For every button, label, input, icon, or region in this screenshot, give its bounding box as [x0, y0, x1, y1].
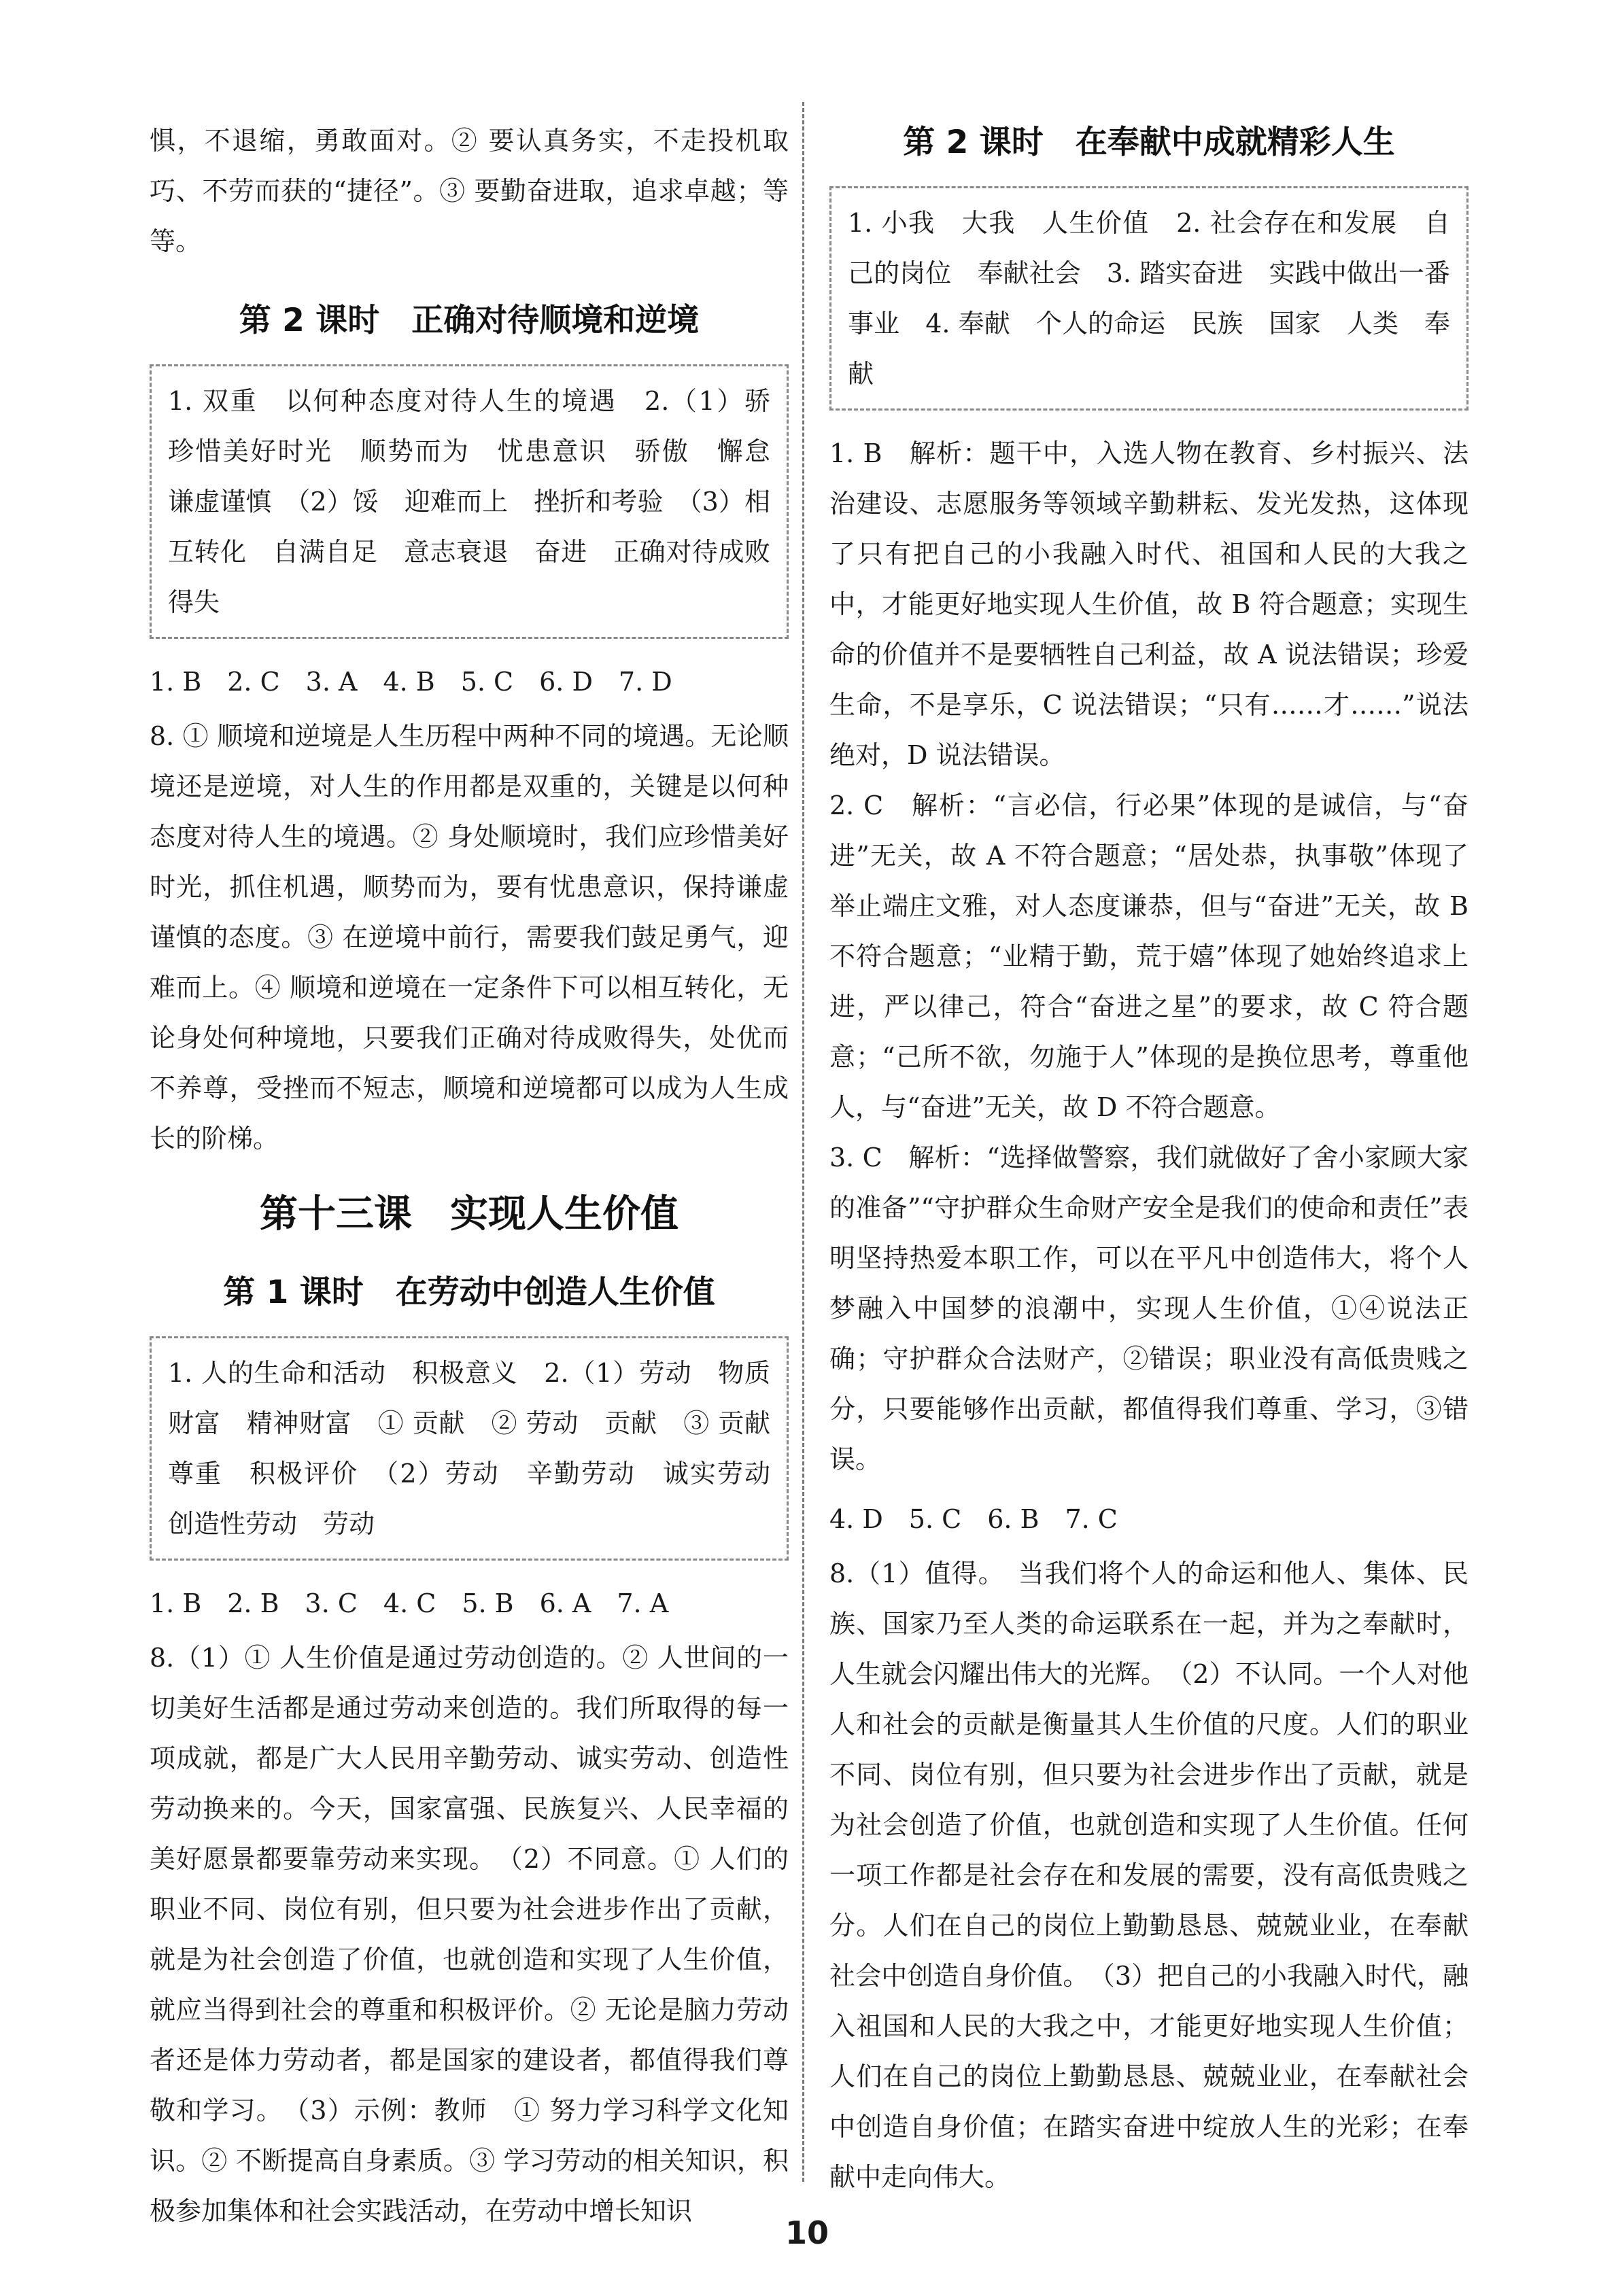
answer-box-dedication: [829, 186, 1469, 411]
section-title-adversity: 第 2 课时 正确对待顺境和逆境: [239, 302, 700, 339]
continuation-text: 惧，不退缩，勇敢面对。② 要认真务实，不走投机取巧、不劳而获的“捷径”。③ 要勤奋进取，追求卓越；等等。: [150, 126, 789, 256]
q8-answer-labor: 8.（1）① 人生价值是通过劳动创造的。② 人世间的一切美好生活都是通过劳动来创造的。我们所取得的每一项成就，都是广大人民用辛勤劳动、诚实劳动、创造性劳动换来的。今天，国家富强、民族复兴、人民幸福的美好愿景都要靠劳动来实现。 （2）不同意。① 人们的职业不同、岗位有别，但只要为社会进步作出了贡献，就是为社会创造了价值，也就创造和实现了人生价值，就应当得到社会的尊重和积极评价。② 无论是脑力劳动者还是体力劳动者，都是国家的建设者，都值得我们尊敬和学习。 （3）示例：教师 ① 努力学习科学文化知识。② 不断提高自身素质。③ 学习劳动的相关知识，积极参加集体和社会实践活动，在劳动中增长知识: [150, 1643, 789, 2226]
answer-3-explanation: 3. C 解析：“选择做警察，我们就做好了舍小家顾大家的准备”“守护群众生命财产安全是我们的使命和责任”表明坚持热爱本职工作，可以在平凡中创造伟大，将个人梦融入中国梦的浪潮中，实现人生价值，①④说法正确；守护群众合法财产，②错误；职业没有高低贵贱之分，只要能够作出贡献，都值得我们尊重、学习，③错误。: [829, 1143, 1469, 1474]
answer-2-explanation: 2. C 解析：“言必信，行必果”体现的是诚信，与“奋进”无关，故 A 不符合题意；“居处恭，执事敬”体现了举止端庄文雅，对人态度谦恭，但与“奋进”无关，故 B 不符合题意；“业精于勤，荒于嬉”体现了她始终追求上进，严以律己，符合“奋进之星”的要求，故 C 符合题意；“己所不欲，勿施于人”体现的是换位思考，尊重他人，与“奋进”无关，故 D 不符合题意。: [829, 790, 1469, 1122]
answer-box-adversity: [150, 364, 797, 639]
page-number: 10: [785, 2214, 829, 2251]
answer-1-explanation: 1. B 解析：题干中，入选人物在教育、乡村振兴、法治建设、志愿服务等领域辛勤耕耘、发光发热，这体现了只有把自己的小我融入时代、祖国和人民的大我之中，才能更好地实现人生价值，故 B 符合题意；实现生命的价值并不是要牺牲自己利益，故 A 说法错误；珍爱生命，不是享乐，C 说法错误；“只有……才……”说法绝对，D 说法错误。: [829, 438, 1469, 770]
q8-answer-adversity: 8. ① 顺境和逆境是人生历程中两种不同的境遇。无论顺境还是逆境，对人生的作用都是双重的，关键是以何种态度对待人生的境遇。② 身处顺境时，我们应珍惜美好时光，抓住机遇，顺势而为，要有忧患意识，保持谦虚谨慎的态度。③ 在逆境中前行，需要我们鼓足勇气，迎难而上。④ 顺境和逆境在一定条件下可以相互转化，无论身处何种境地，只要我们正确对待成败得失，处优而不养尊，受挫而不短志，顺境和逆境都可以成为人生成长的阶梯。: [150, 721, 789, 1153]
section-title-dedication: 第 2 课时 在奉献中成就精彩人生: [903, 124, 1395, 161]
mcq-answers-adversity: 1. B 2. C 3. A 4. B 5. C 6. D 7. D: [150, 667, 672, 697]
section-title-labor: 第 1 课时 在劳动中创造人生价值: [223, 1274, 715, 1311]
mcq-answers-dedication: 4. D 5. C 6. B 7. C: [829, 1504, 1118, 1534]
answer-box-text: 1. 人的生命和活动 积极意义 2.（1）劳动 物质财富 精神财富 ① 贡献 ② 劳动 贡献 ③ 贡献 尊重 积极评价 （2）劳动 辛勤劳动 诚实劳动 创造性劳动 劳动: [168, 1358, 797, 1539]
answer-box-labor: [150, 1336, 797, 1561]
right-column: [829, 102, 1469, 2202]
lesson-title: 第十三课 实现人生价值: [260, 1192, 679, 1236]
answer-box-text: 1. 双重 以何种态度对待人生的境遇 2.（1）骄 珍惜美好时光 顺势而为 忧患意识 骄傲 懈怠 谦虚谨慎 （2）馁 迎难而上 挫折和考验 （3）相互转化 自满自足 意志衰退 奋进 正确对待成败得失: [168, 386, 797, 617]
mcq-answers-labor: 1. B 2. B 3. C 4. C 5. B 6. A 7. A: [150, 1588, 669, 1618]
left-column: [150, 116, 797, 2236]
q8-answer-dedication: 8.（1）值得。 当我们将个人的命运和他人、集体、民族、国家乃至人类的命运联系在一起，并为之奉献时，人生就会闪耀出伟大的光辉。 （2）不认同。一个人对他人和社会的贡献是衡量其人生价值的尺度。人们的职业不同、岗位有别，但只要为社会进步作出了贡献，就是为社会创造了价值，也就创造和实现了人生价值。任何一项工作都是社会存在和发展的需要，没有高低贵贱之分。人们在自己的岗位上勤勤恳恳、兢兢业业，在奉献社会中创造自身价值。 （3）把自己的小我融入时代，融入祖国和人民的大我之中，才能更好地实现人生价值；人们在自己的岗位上勤勤恳恳、兢兢业业，在奉献社会中创造自身价值；在踏实奋进中绽放人生的光彩；在奉献中走向伟大。: [829, 1559, 1469, 2192]
column-divider: [802, 102, 804, 2182]
answer-box-text: 1. 小我 大我 人生价值 2. 社会存在和发展 自己的岗位 奉献社会 3. 踏实奋进 实践中做出一番事业 4. 奉献 个人的命运 民族 国家 人类 奉献: [848, 208, 1450, 389]
